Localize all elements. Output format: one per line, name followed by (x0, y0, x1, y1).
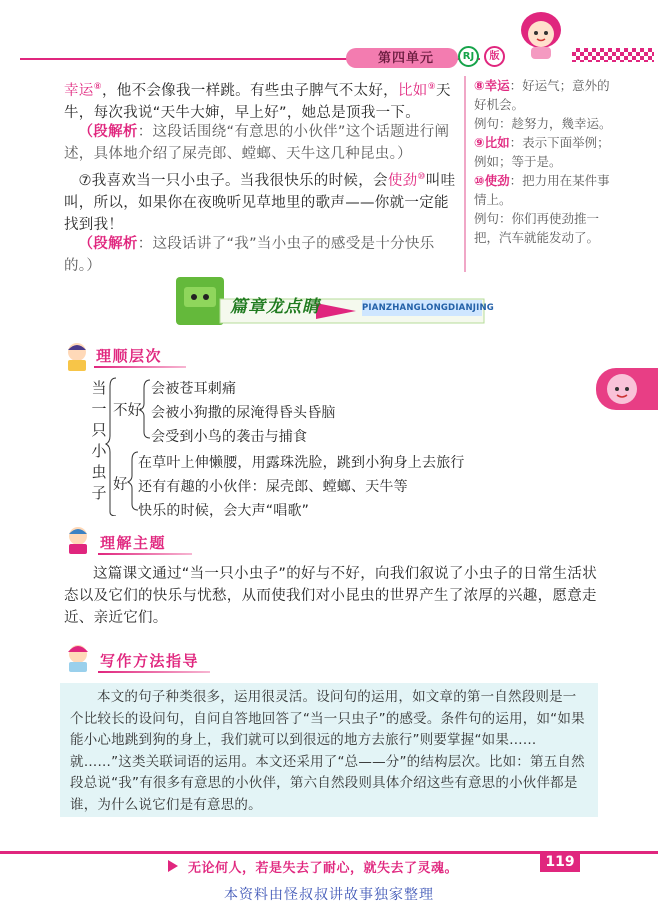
word-notes (464, 76, 614, 272)
boy-reading-icon (62, 340, 92, 372)
note-key: ⑧幸运 (474, 78, 510, 93)
boy-thinking-icon (62, 523, 94, 555)
analysis-2 (64, 233, 456, 277)
section-underline (98, 671, 210, 673)
analysis-label: （段解析 (78, 236, 138, 252)
note-text: ：表示下面举例；例如；等于是。 (474, 135, 610, 169)
note-text: ：把力用在某件事情上。 (474, 173, 610, 207)
credit-line: 本资料由怪叔叔讲故事独家整理 (224, 887, 434, 903)
theme-paragraph: 这篇课文通过“当一只小虫子”的好与不好，向我们叙说了小虫子的日常生活状态以及它们的快乐与忧愁，从而使我们对小昆虫的世界产生了浓厚的兴趣，愿意走近、亲近它们。 (64, 566, 598, 626)
text-run: 天牛，每次我说“天牛大婶，早上好”，她总是顶我一下。 (64, 82, 451, 121)
tab-mascot-icon (604, 371, 640, 407)
note-example: 例句：你们再使劲推一把，汽车就能发动了。 (474, 211, 600, 245)
unit-title: 第四单元 (378, 51, 435, 66)
checker-decoration (572, 48, 654, 62)
writing-guide-text: 本文的句子种类很多，运用很灵活。设问句的运用，如文章的第一自然段则是一个比较长的设问句，自问自答地回答了“当一只虫子”的感受。条件句的运用，如“如果能小心地跳到狗的身上，我们就可以到很远的地方去旅行”则要掌握“如果……就……”这类关联词语的运用。本文还采用了“总——分”的结构层次。比如：第五自然段总说“我”有很多有意思的小伙伴，第六自然段则具体介绍这些有意思的小伙伴都是谁，为什么说它们是有意思的。 (70, 689, 585, 813)
note-item (474, 133, 614, 171)
outline-bad-item: 会被苍耳刺痛 (151, 381, 237, 397)
outline-good-item: 还有有趣的小伙伴：屎壳郎、螳螂、天牛等 (138, 479, 408, 495)
outline-good-item: 在草叶上伸懒腰，用露珠洗脸，跳到小狗身上去旅行 (138, 455, 465, 471)
keyword-exert: 使劲 (387, 172, 418, 189)
outline-char: 只 (91, 421, 107, 439)
paragraph-7 (64, 166, 456, 236)
text-run: 叫哇叫，所以，如果你在夜晚听见草地里的歌声——你就一定能找到我！ (64, 172, 456, 233)
note-key: ⑩使劲 (474, 173, 510, 188)
girl-mascot-icon (516, 6, 566, 62)
note-text: ：好运气；意外的好机会。 (474, 78, 610, 112)
rj-badge: RJ (458, 46, 479, 67)
paragraph-6-end (64, 76, 456, 124)
edition-badge: 版 (484, 46, 505, 67)
footer-motto: 无论何人，若是失去了耐心，就失去了灵魂。 (188, 861, 459, 876)
outline-good-label: 好 (113, 477, 128, 493)
analysis-text: ：这段话围绕“有意思的小伙伴”这个话题进行阐述，具体地介绍了屎壳郎、螳螂、天牛这几种昆虫。） (64, 124, 450, 162)
note-example: 例句：趁努力，幾幸运。 (474, 116, 612, 131)
keyword-for-example: 比如 (397, 82, 428, 99)
outline-char: 一 (91, 400, 107, 418)
page-number: 119 (540, 852, 580, 872)
section-title-theme: 理解主题 (100, 534, 167, 552)
section-underline (98, 553, 192, 555)
analysis-text: ：这段话讲了“我”当小虫子的感受是十分快乐的。） (64, 236, 435, 274)
note-marker: ⑧ (93, 82, 102, 92)
text-run: ⑦我喜欢当一只小虫子。当我很快乐的时候，会 (78, 172, 388, 189)
outline-good-item: 快乐的时候，会大声“唱歌” (138, 503, 310, 519)
girl-writing-icon (62, 640, 94, 674)
outline-char: 子 (91, 484, 107, 502)
outline-bad-item: 会受到小鸟的袭击与捕食 (151, 429, 308, 445)
note-marker: ⑨ (427, 82, 436, 92)
banner-pinyin: PIANZHANGLONGDIANJING (362, 300, 482, 316)
section-title-structure: 理顺层次 (96, 347, 163, 365)
note-item (474, 171, 614, 209)
note-key: ⑨比如 (474, 135, 510, 150)
outline-char: 当 (91, 379, 107, 397)
outline-char: 虫 (91, 463, 107, 481)
keyword-lucky: 幸运 (64, 82, 94, 99)
analysis-label: （段解析 (78, 124, 138, 140)
outline-bad-item: 会被小狗撒的尿淹得昏头昏脑 (151, 405, 336, 421)
text-run: ，他不会像我一样跳。有些虫子脾气不太好， (101, 82, 398, 99)
section-underline (94, 366, 186, 368)
analysis-1 (64, 121, 456, 165)
banner-title: 篇章龙点睛 (230, 297, 320, 317)
arrow-icon (168, 860, 178, 872)
section-title-writing: 写作方法指导 (100, 652, 200, 670)
note-item (474, 76, 614, 114)
outline-bad-label: 不好 (113, 403, 142, 419)
outline-char: 小 (91, 442, 107, 460)
note-marker: ⑩ (417, 172, 426, 182)
